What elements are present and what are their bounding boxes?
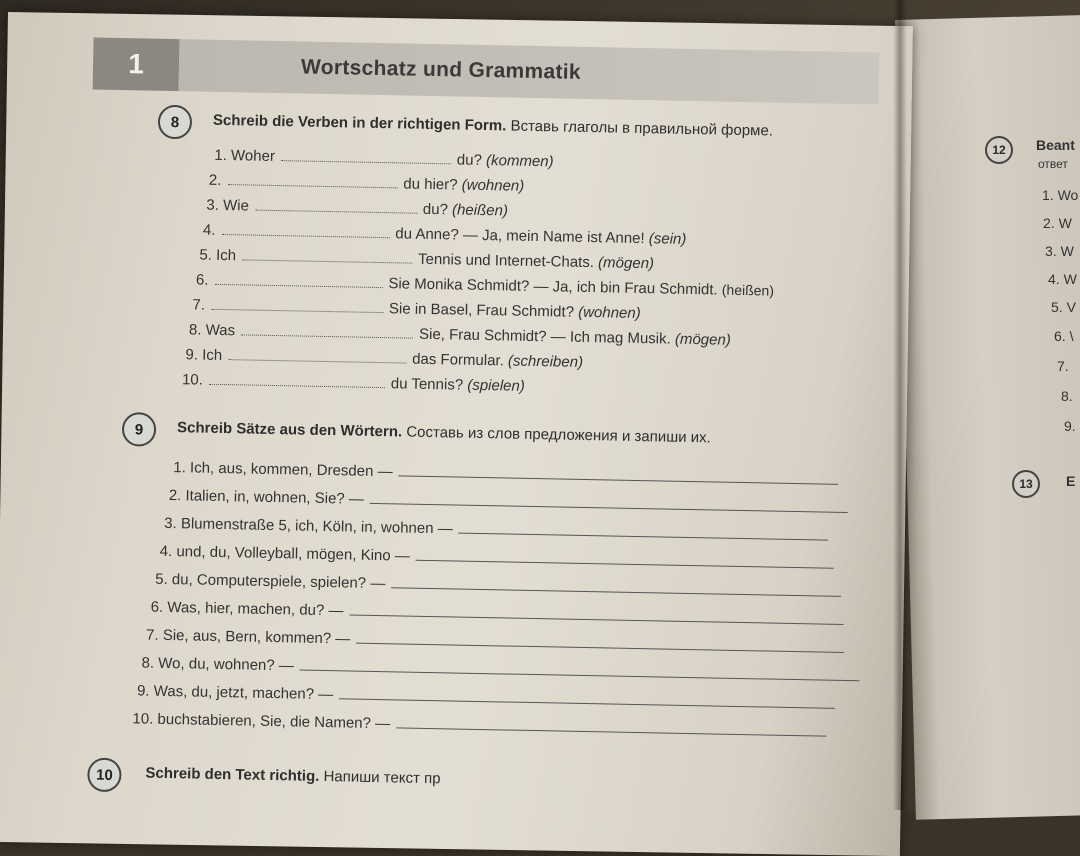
ex8-item-hint: (schreiben) — [507, 352, 584, 371]
right-item: 2. W — [1043, 215, 1072, 231]
page-title: Wortschatz und Grammatik — [300, 55, 582, 84]
ex9-item-text: 10. buchstabieren, Sie, die Namen? — — [132, 710, 391, 733]
ex8-item-text: Sie Monika Schmidt? — Ja, ich bin Frau Schmidt. — [388, 275, 722, 299]
exercise-9-title-de: Schreib Sätze aus den Wörtern. — [176, 419, 403, 441]
ex8-item-prefix: 2. — [208, 171, 222, 189]
ex8-item-prefix: 8. Was — [188, 321, 236, 340]
ex9-item-text: 9. Was, du, jetzt, machen? — — [136, 682, 334, 704]
exercise-13-number: 13 — [1012, 470, 1040, 498]
ex8-item-prefix: 10. — [181, 371, 204, 389]
exercise-12-number: 12 — [985, 136, 1013, 164]
ex9-item-text: 4. und, du, Volleyball, mögen, Kino — — [159, 542, 411, 565]
ex8-item-hint: (mögen) — [597, 254, 655, 273]
right-item: 6. \ — [1054, 328, 1074, 344]
ex8-item-hint: (heißen) — [451, 201, 509, 220]
ex8-item-prefix: 4. — [202, 221, 216, 239]
ex8-item-prefix: 6. — [195, 271, 209, 289]
ex8-item-hint: (wohnen) — [578, 303, 641, 323]
right-item: 1. Wo — [1042, 187, 1079, 203]
exercise-10-title-de: Schreib den Text richtig. — [145, 764, 320, 785]
ex8-item-text: Tennis und Internet-Chats. — [417, 250, 599, 272]
exercise-8-number: 8 — [158, 105, 193, 140]
right-item: 7. — [1057, 358, 1069, 374]
right-item: 3. W — [1045, 243, 1074, 259]
ex8-item-hint: (spielen) — [467, 376, 525, 395]
ex8-item-text: du Tennis? — [390, 375, 468, 394]
exercise-12-subtitle: ответ — [1038, 157, 1068, 171]
exercise-12-title: Beant — [1036, 137, 1075, 153]
right-item: 8. — [1061, 388, 1073, 404]
ex9-item-text: 2. Italien, in, wohnen, Sie? — — [168, 487, 365, 508]
ex9-item-text: 5. du, Computerspiele, spielen? — — [155, 570, 386, 593]
ex8-item-hint: (mögen) — [674, 330, 731, 349]
ex8-item-text: das Formular. — [411, 350, 509, 370]
ex8-item-prefix: 5. Ich — [199, 246, 237, 265]
ex8-item-hint: (wohnen) — [461, 176, 525, 195]
ex8-item-text: du Anne? — Ja, mein Name ist Anne! — [395, 225, 649, 248]
ex9-item-text: 8. Wo, du, wohnen? — — [141, 654, 295, 675]
ex9-item-text: 7. Sie, aus, Bern, kommen? — — [145, 626, 351, 648]
ex8-item-prefix: 7. — [192, 296, 206, 314]
ex8-item-prefix: 9. Ich — [185, 346, 223, 365]
ex8-item-prefix: 3. Wie — [206, 196, 250, 215]
exercise-10-number: 10 — [87, 757, 122, 792]
right-item: 4. W — [1048, 271, 1077, 287]
exercise-8-title-ru: Вставь глаголы в правильной форме. — [510, 117, 774, 140]
right-item: 9. — [1064, 418, 1076, 434]
exercise-8-title-de: Schreib die Verben in der richtigen Form. — [212, 111, 507, 135]
ex8-item-text: Sie, Frau Schmidt? — Ich mag Musik. — [418, 325, 676, 348]
ex8-item-hint: (heißen) — [721, 281, 775, 299]
exercise-9-title-ru: Составь из слов предложения и запиши их. — [406, 423, 711, 447]
ex8-item-prefix: 1. Woher — [214, 146, 276, 165]
exercise-9-number: 9 — [122, 412, 157, 447]
ex8-item-hint: (kommen) — [485, 152, 554, 171]
ex8-item-text: Sie in Basel, Frau Schmidt? — [388, 300, 579, 321]
right-item: 5. V — [1051, 299, 1076, 315]
exercise-10-title-ru: Напиши текст пр — [323, 768, 441, 788]
exercise-13-title: E — [1066, 473, 1076, 489]
ex8-item-text: du? — [456, 151, 487, 170]
ex9-item-text: 3. Blumenstraße 5, ich, Köln, in, wohnen — — [164, 514, 453, 538]
ex8-item-hint: (sein) — [648, 230, 687, 248]
ex8-item-text: du? — [422, 200, 453, 219]
chapter-number: 1 — [93, 37, 180, 91]
ex9-item-text: 1. Ich, aus, kommen, Dresden — — [173, 459, 393, 481]
ex8-item-text: du hier? — [403, 175, 462, 194]
ex9-item-text: 6. Was, hier, machen, du? — — [150, 598, 344, 620]
